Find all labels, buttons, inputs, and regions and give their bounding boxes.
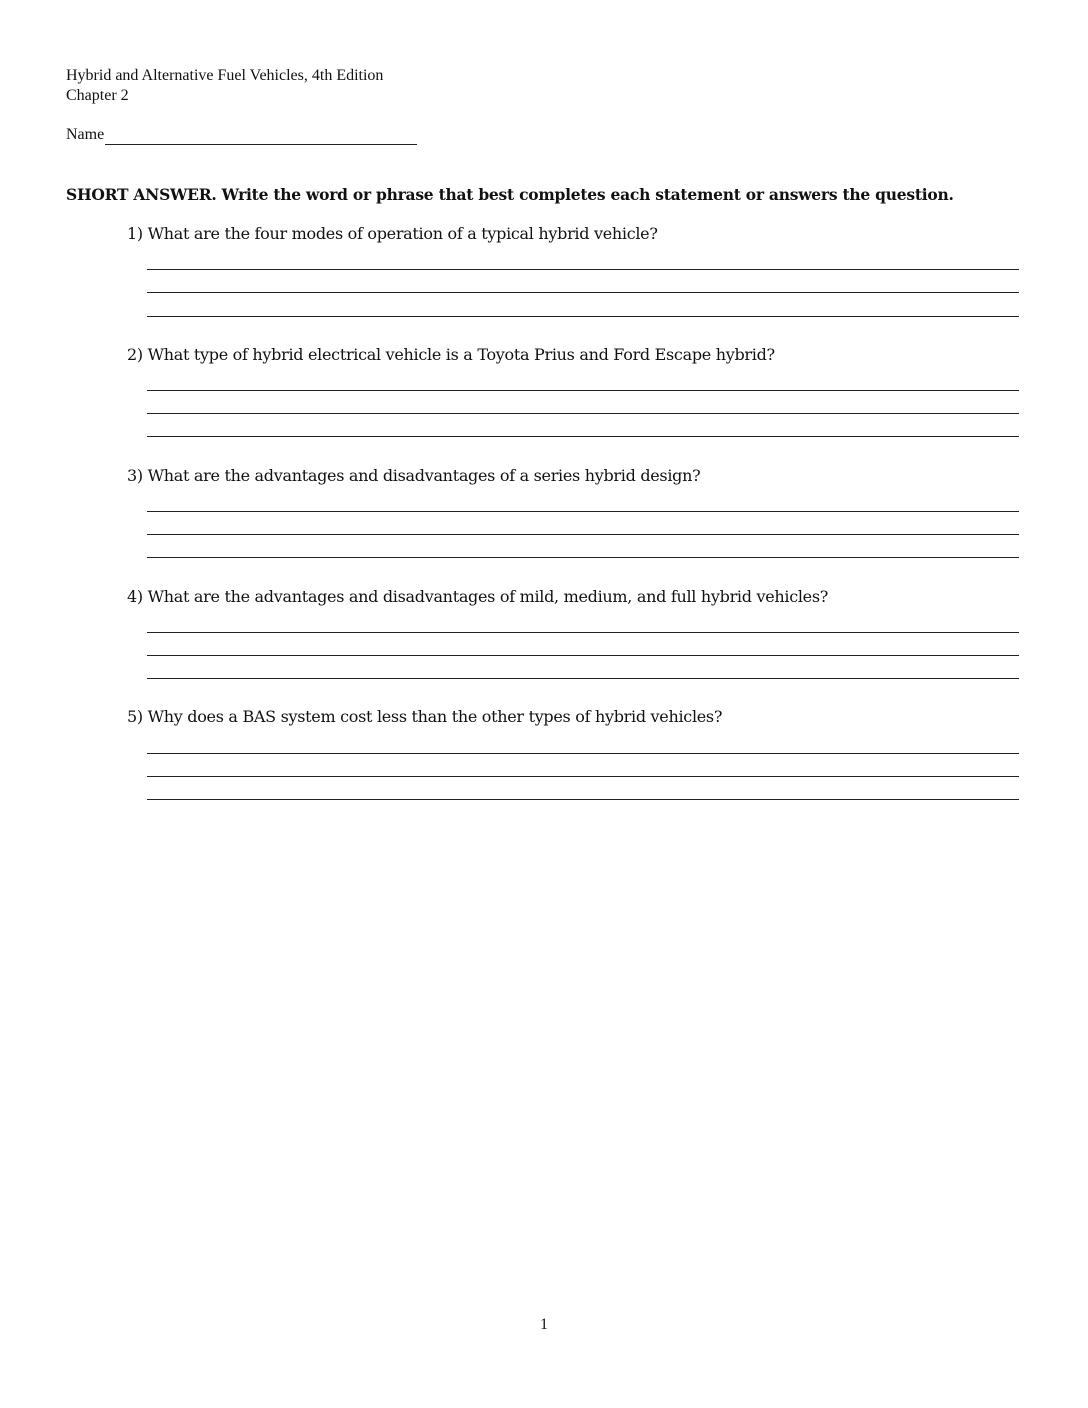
answer-line[interactable] bbox=[147, 678, 1019, 679]
chapter-label: Chapter 2 bbox=[66, 87, 129, 104]
answer-line[interactable] bbox=[147, 557, 1019, 558]
answer-line[interactable] bbox=[147, 632, 1019, 633]
question-5 bbox=[127, 707, 1019, 727]
answer-line[interactable] bbox=[147, 776, 1019, 777]
instructions: SHORT ANSWER. Write the word or phrase that best completes each statement or answers the question. bbox=[66, 185, 954, 204]
question-text: 4) What are the advantages and disadvantages of mild, medium, and full hybrid vehicles? bbox=[127, 587, 829, 606]
answer-line[interactable] bbox=[147, 292, 1019, 293]
page-number: 1 bbox=[540, 1316, 548, 1333]
question-4 bbox=[127, 587, 1019, 607]
question-text: 1) What are the four modes of operation of a typical hybrid vehicle? bbox=[127, 224, 658, 243]
question-1 bbox=[127, 224, 1019, 244]
answer-line[interactable] bbox=[147, 534, 1019, 535]
question-text: 3) What are the advantages and disadvantages of a series hybrid design? bbox=[127, 466, 701, 485]
answer-line[interactable] bbox=[147, 753, 1019, 754]
answer-line[interactable] bbox=[147, 655, 1019, 656]
question-2 bbox=[127, 345, 1019, 365]
name-input-line[interactable] bbox=[105, 126, 417, 145]
question-3 bbox=[127, 466, 1019, 486]
answer-line[interactable] bbox=[147, 390, 1019, 391]
name-label: Name bbox=[66, 126, 105, 143]
answer-line[interactable] bbox=[147, 413, 1019, 414]
answer-line[interactable] bbox=[147, 316, 1019, 317]
answer-line[interactable] bbox=[147, 511, 1019, 512]
answer-line[interactable] bbox=[147, 269, 1019, 270]
name-field-row bbox=[66, 125, 417, 145]
answer-line[interactable] bbox=[147, 799, 1019, 800]
answer-line[interactable] bbox=[147, 436, 1019, 437]
question-text: 2) What type of hybrid electrical vehicle is a Toyota Prius and Ford Escape hybrid? bbox=[127, 345, 775, 364]
question-text: 5) Why does a BAS system cost less than the other types of hybrid vehicles? bbox=[127, 707, 723, 726]
book-title: Hybrid and Alternative Fuel Vehicles, 4th Edition bbox=[66, 67, 384, 84]
